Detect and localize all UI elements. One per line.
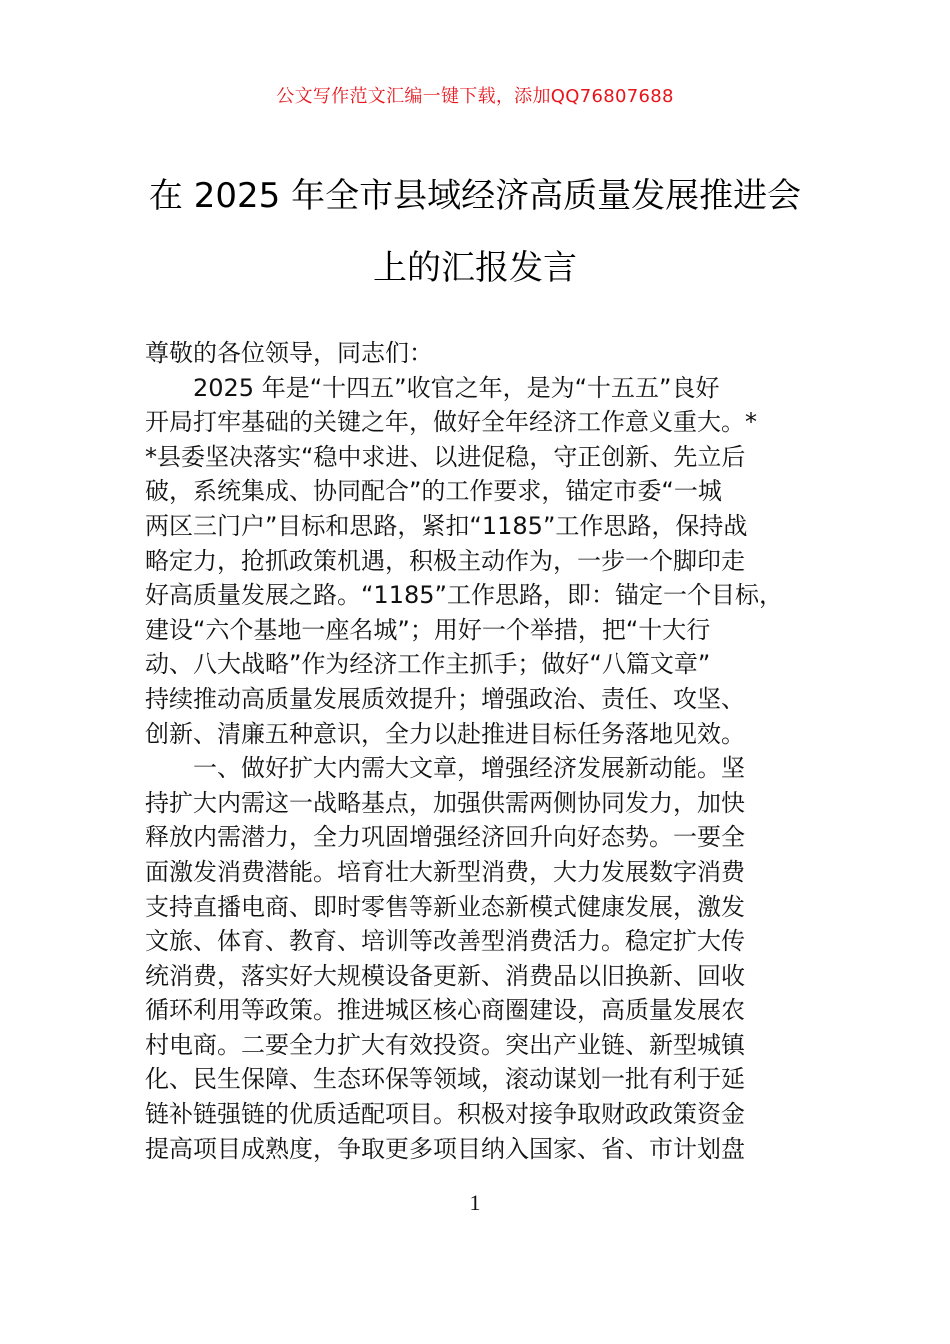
paragraph-1-line: 持续推动高质量发展质效提升；增强政治、责任、攻坚、 [145, 684, 745, 713]
paragraph-1-line: 建设“六个基地一座名城”；用好一个举措，把“十大行 [145, 615, 711, 644]
paragraph-1-line: *县委坚决落实“稳中求进、以进促稳，守正创新、先立后 [145, 442, 746, 471]
document-title-line-2: 上的汇报发言 [373, 248, 577, 288]
paragraph-2-line: 统消费，落实好大规模设备更新、消费品以旧换新、回收 [145, 961, 745, 990]
paragraph-1-line: 开局打牢基础的关键之年，做好全年经济工作意义重大。* [145, 408, 757, 437]
paragraph-1-line: 动、八大战略”作为经济工作主抓手；做好“八篇文章” [145, 650, 711, 679]
paragraph-2-line: 提高项目成熟度，争取更多项目纳入国家、省、市计划盘 [145, 1134, 745, 1163]
paragraph-1-line: 破，系统集成、协同配合”的工作要求，锚定市委“一城 [145, 477, 722, 506]
paragraph-1-line: 2025 年是“十四五”收官之年，是为“十五五”良好 [193, 373, 720, 402]
paragraph-2-line: 一、做好扩大内需大文章，增强经济发展新动能。坚 [193, 754, 745, 783]
paragraph-2-line: 面激发消费潜能。培育壮大新型消费，大力发展数字消费 [145, 857, 745, 886]
paragraph-1-line: 好高质量发展之路。“1185”工作思路，即：锚定一个目标， [145, 581, 783, 610]
paragraph-2-line: 循环利用等政策。推进城区核心商圈建设，高质量发展农 [145, 996, 745, 1025]
paragraph-2-line: 链补链强链的优质适配项目。积极对接争取财政政策资金 [145, 1100, 745, 1129]
paragraph-2-line: 释放内需潜力，全力巩固增强经济回升向好态势。一要全 [145, 823, 745, 852]
paragraph-1-line: 创新、清廉五种意识，全力以赴推进目标任务落地见效。 [145, 719, 745, 748]
page-number: 1 [469, 1190, 481, 1215]
paragraph-1-line: 略定力，抢抓政策机遇，积极主动作为，一步一个脚印走 [145, 546, 745, 575]
document-title-line-1: 在 2025 年全市县域经济高质量发展推进会 [148, 176, 802, 216]
document-body [145, 336, 813, 1166]
paragraph-2-line: 持扩大内需这一战略基点，加强供需两侧协同发力，加快 [145, 788, 745, 817]
paragraph-1-line: 两区三门户”目标和思路，紧扣“1185”工作思路，保持战 [145, 511, 748, 540]
paragraph-2-line: 化、民生保障、生态环保等领域，滚动谋划一批有利于延 [145, 1065, 745, 1094]
download-banner: 公文写作范文汇编一键下载，添加QQ76807688 [276, 86, 674, 107]
paragraph-2-line: 村电商。二要全力扩大有效投资。突出产业链、新型城镇 [145, 1030, 745, 1059]
paragraph-2-line: 文旅、体育、教育、培训等改善型消费活力。稳定扩大传 [145, 927, 745, 956]
paragraph-2-line: 支持直播电商、即时零售等新业态新模式健康发展，激发 [145, 892, 745, 921]
salutation: 尊敬的各位领导，同志们： [145, 339, 433, 367]
